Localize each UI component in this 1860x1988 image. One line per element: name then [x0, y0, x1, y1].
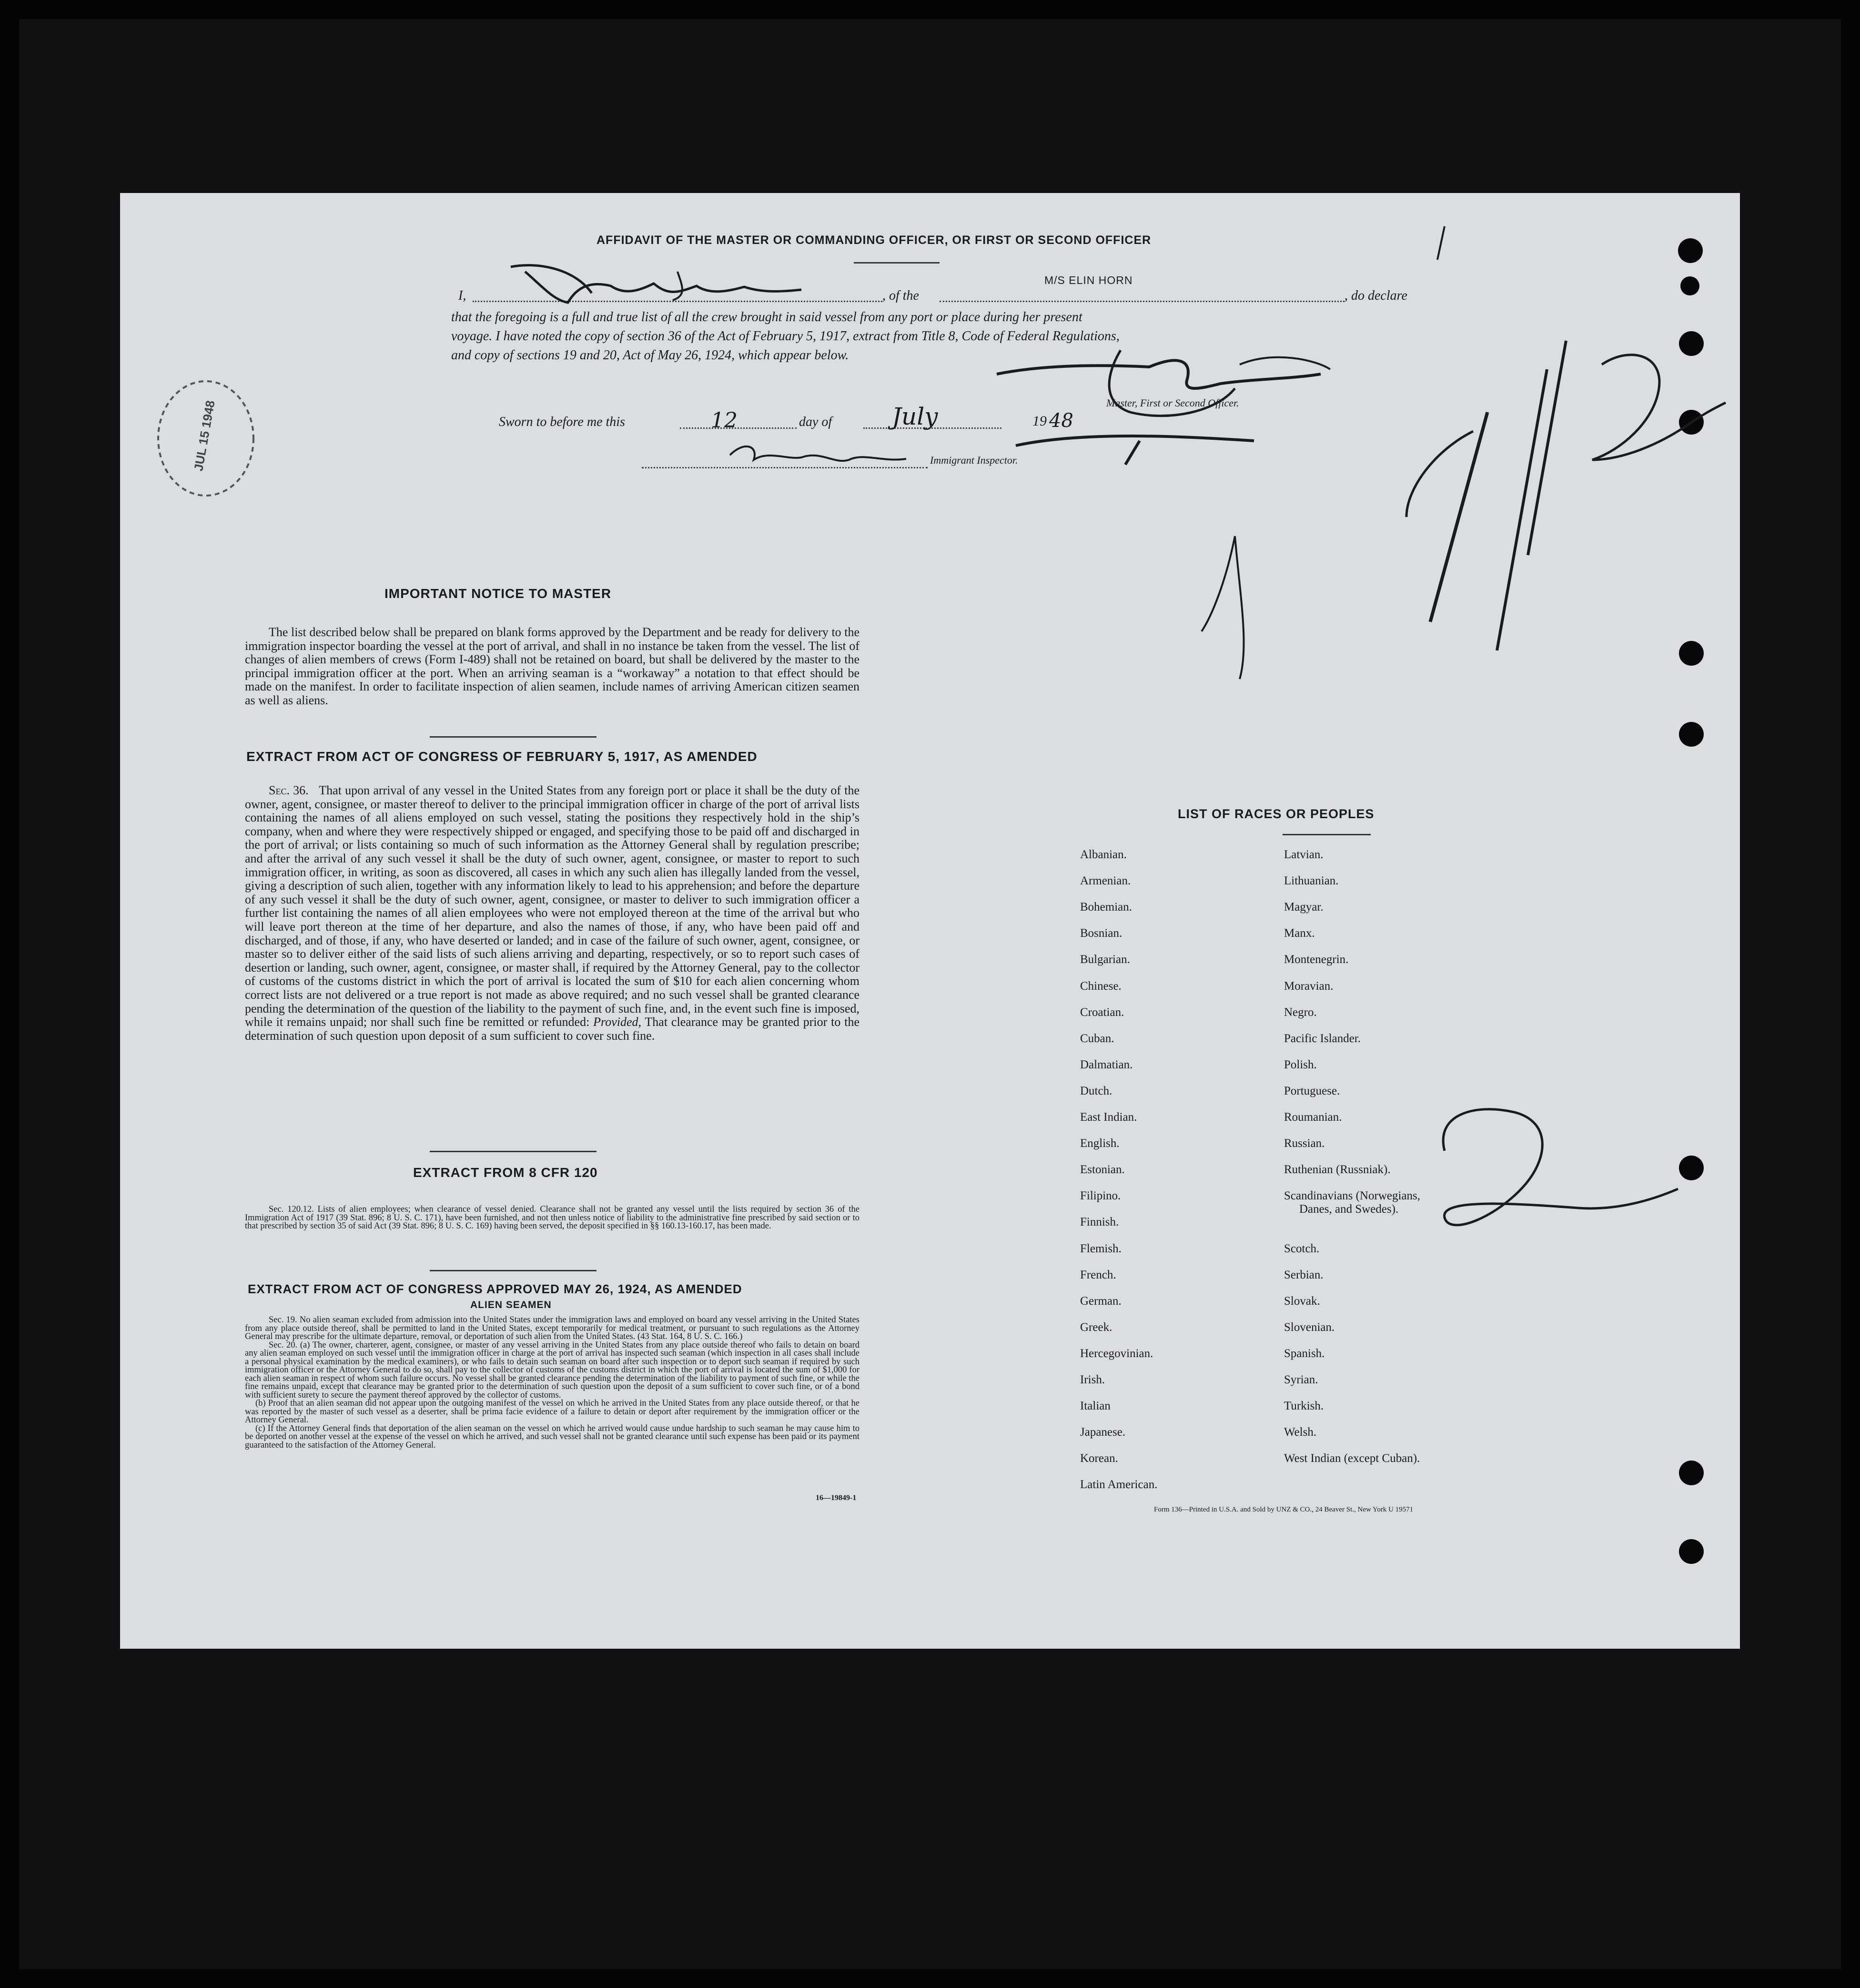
- vessel-name-line: [940, 301, 1344, 302]
- race-entry: Korean.: [1080, 1452, 1118, 1465]
- sec-36-label: Sec. 36.: [269, 783, 309, 797]
- race-entry: Greek.: [1080, 1320, 1112, 1334]
- of-the-label: , of the: [882, 288, 919, 303]
- race-entry: Armenian.: [1080, 874, 1131, 888]
- affidavit-line-3: voyage. I have noted the copy of section 36 of the Act of February 5, 1917, extract from Title 8, Code of Federal Regulations,: [451, 329, 1120, 344]
- race-entry: Latvian.: [1284, 848, 1324, 861]
- race-entry: Serbian.: [1284, 1268, 1324, 1281]
- punch-hole: [1679, 1461, 1704, 1485]
- handwritten-tick: [1183, 527, 1259, 717]
- inspector-caption: Immigrant Inspector.: [930, 454, 1018, 466]
- race-entry: West Indian (except Cuban).: [1284, 1452, 1420, 1465]
- sworn-month: July: [892, 403, 938, 430]
- punch-hole: [1678, 238, 1703, 263]
- race-entry: Russian.: [1284, 1137, 1325, 1150]
- punch-hole: [1679, 1539, 1704, 1564]
- race-entry: English.: [1080, 1137, 1120, 1150]
- handwritten-page-number-2: [1406, 1094, 1711, 1251]
- race-entry: Japanese.: [1080, 1426, 1126, 1439]
- master-caption: Master, First or Second Officer.: [1106, 397, 1239, 409]
- declarant-prefix: I,: [458, 288, 466, 303]
- sec-20a: Sec. 20. (a) The owner, charterer, agent, consignee, or master of any vessel arriving in the United States from any place outside thereof who fails to detain on board any alien seaman employed on such vessel until the immigration officer in charge at the port of arrival has inspected such seaman (which inspection in all cases shall include a personal physical examination by the medical examiners), or who fails to detain such seaman on board after such inspection or to deport such seaman if required by such immigration officer or the Attorney General to do so, shall pay to the collector of customs of the customs district in which the port of arrival is located the sum of $1,000 for each alien seaman in respect of whom such failure occurs. No vessel shall be granted clearance pending the determination of the liability to payment of such fine, or while the fine remains unpaid, except that clearance may be granted prior to the determination of such question upon the deposit of a sum sufficient to cover such fine, or of a bond with sufficient surety to secure the payment thereof approved by the collector of customs.: [245, 1340, 859, 1400]
- race-entry: Polish.: [1284, 1058, 1317, 1071]
- race-entry: Bosnian.: [1080, 927, 1122, 940]
- sworn-day-line: [680, 427, 797, 429]
- race-entry: Hercegovinian.: [1080, 1347, 1153, 1360]
- race-entry: Slovenian.: [1284, 1320, 1335, 1334]
- race-entry: Syrian.: [1284, 1373, 1318, 1386]
- race-entry: East Indian.: [1080, 1111, 1137, 1124]
- notice-body: The list described below shall be prepared on blank forms approved by the Department and be ready for delivery to the immigration inspector boarding the vessel at the port of arrival, and shall in no instance be taken from the vessel. The list of changes of alien members of crews (Form I-489) shall not be retained on board, but shall be delivered by the master to the principal immigration officer at the port. When an arriving seaman is a “workaway” a notation to that effect should be made on the manifest. In order to facilitate inspection of alien seamen, include names of arriving American citizen seamen as well as aliens.: [245, 625, 859, 707]
- declare-label: , do declare: [1344, 288, 1407, 303]
- race-entry: Latin American.: [1080, 1478, 1158, 1491]
- race-entry: Flemish.: [1080, 1242, 1122, 1255]
- divider: [1283, 834, 1371, 835]
- race-entry: Irish.: [1080, 1373, 1105, 1386]
- extract-1924-body: [245, 1316, 859, 1450]
- extract-1924-title: EXTRACT FROM ACT OF CONGRESS APPROVED MAY 26, 1924, AS AMENDED: [248, 1282, 742, 1296]
- race-entry: Roumanian.: [1284, 1111, 1342, 1124]
- sworn-prefix: Sworn to before me this: [499, 415, 625, 429]
- race-entry: Finnish.: [1080, 1216, 1119, 1229]
- race-entry: Ruthenian (Russniak).: [1284, 1163, 1391, 1177]
- punch-hole: [1679, 410, 1704, 435]
- divider: [854, 262, 940, 264]
- races-title: LIST OF RACES OR PEOPLES: [1178, 807, 1375, 821]
- day-of-label: day of: [799, 415, 832, 429]
- extract-1924-subtitle: ALIEN SEAMEN: [470, 1299, 552, 1310]
- race-entry: Scotch.: [1284, 1242, 1320, 1255]
- race-entry: Magyar.: [1284, 901, 1324, 914]
- form-printer-line: Form 136—Printed in U.S.A. and Sold by UNZ & CO., 24 Beaver St., New York U 19571: [1154, 1506, 1414, 1513]
- cfr-body: Sec. 120.12. Lists of alien employees; when clearance of vessel denied. Clearance shall not be granted any vessel until the lists required by section 36 of the Immigration Act of 1917 (39 Stat. 896; 8 U. S. C. 171), have been furnished, and not then unless notice of liability to the administrative fine prescribed by said section or to that prescribed by section 35 of said Act (39 Stat. 896; 8 U. S. C. 169) having been served, the deposit specified in §§ 160.13-160.17, has been made.: [245, 1205, 859, 1231]
- sec-19: Sec. 19. No alien seaman excluded from admission into the United States under the immigration laws and employed on board any vessel arriving in the United States from any place outside thereof, shall be permitted to land in the United States, except temporarily for medical treatment, or pursuant to such regulations as the Attorney General may prescribe for the ultimate departure, removal, or deportation of such alien from the United States. (43 Stat. 164, 8 U. S. C. 166.): [245, 1315, 859, 1341]
- inspector-signature-line: [642, 467, 928, 468]
- form-code: 16—19849-1: [816, 1494, 857, 1502]
- race-entry: Spanish.: [1284, 1347, 1325, 1360]
- affidavit-heading: AFFIDAVIT OF THE MASTER OR COMMANDING OFFICER, OR FIRST OR SECOND OFFICER: [596, 233, 1152, 247]
- race-entry: Slovak.: [1284, 1294, 1320, 1308]
- race-entry: Negro.: [1284, 1005, 1317, 1019]
- declarant-name-line: [473, 301, 882, 302]
- race-entry: Montenegrin.: [1284, 953, 1349, 966]
- race-entry: Cuban.: [1080, 1032, 1114, 1045]
- stamp-date: JUL 15 1948: [191, 399, 218, 472]
- race-entry: Lithuanian.: [1284, 874, 1339, 888]
- sec-20b: (b) Proof that an alien seaman did not appear upon the outgoing manifest of the vessel on which he arrived in the United States from any place outside thereof, or that he was reported by the master of such vessel as a deserter, shall be prima facie evidence of a failure to detain or deport after requirement by the immigration officer or the Attorney General.: [245, 1399, 859, 1425]
- punch-hole: [1679, 331, 1704, 356]
- sworn-year: 48: [1049, 410, 1073, 432]
- race-entry: Filipino.: [1080, 1189, 1121, 1203]
- handwritten-fraction-1-12: [1287, 326, 1726, 622]
- race-entry: Turkish.: [1284, 1400, 1324, 1413]
- divider: [430, 736, 596, 738]
- divider: [430, 1270, 596, 1271]
- cfr-title: EXTRACT FROM 8 CFR 120: [413, 1165, 598, 1180]
- vessel-name: M/S ELIN HORN: [1044, 274, 1133, 286]
- race-entry: French.: [1080, 1268, 1116, 1281]
- race-entry: Chinese.: [1080, 979, 1122, 993]
- year-prefix: 19: [1032, 413, 1047, 429]
- race-entry: Albanian.: [1080, 848, 1127, 861]
- race-entry: Bohemian.: [1080, 901, 1132, 914]
- document-page: [120, 193, 1740, 1649]
- race-entry: Italian: [1080, 1400, 1111, 1413]
- punch-hole: [1679, 1156, 1704, 1180]
- notice-title: IMPORTANT NOTICE TO MASTER: [384, 586, 612, 601]
- punch-hole: [1680, 276, 1699, 295]
- date-stamp: [153, 379, 263, 503]
- handwritten-mark-1: [1430, 222, 1459, 269]
- extract-1917-body: Sec. 36. That upon arrival of any vessel in the United States from any foreign port or place it shall be the duty of the owner, agent, consignee, or master thereof to deliver to the principal immigration officer in charge of the port of arrival lists containing the names of all aliens employed on such vessel, stating the positions they respectively hold in the ship’s company, when and where they were respectively shipped or engaged, and specifying those to be paid off and discharged in the port of arrival; or lists containing so much of such information as the Attorney General shall by regulation prescribe; and after the arrival of any such vessel it shall be the duty of such owner, agent, consignee, or master to report to such immigration officer, in writing, as soon as discovered, all cases in which any such alien has illegally landed from the vessel, giving a description of such alien, together with any information likely to lead to his apprehension; and before the departure of any such vessel it shall be the duty of such owner, agent, consignee, or master to deliver to such immigration officer a further list containing the names of all alien employees who were not employed thereon at the time of the arrival but who will leave port thereon at the time of her departure, and also the names of those, if any, who have been paid off and discharged, and of those, if any, who have deserted or landed; and in case of the failure of such owner, agent, consignee, or master so to deliver either of the said lists of such aliens arriving and departing, respectively, or so to report such cases of desertion or landing, such owner, agent, consignee, or master shall, if required by the Attorney General, pay to the collector of customs of the customs district in which the port of arrival is located the sum of $10 for each alien concerning whom correct lists are not delivered or a true report is not made as above required; and no such vessel shall be granted clearance pending the determination of the question of the liability to the payment of such fine, and, in the event such fine is imposed, while it remains unpaid; nor shall such fine be remitted or refunded: Provided, That clearance may be granted prior to the determination of such question upon deposit of a sum sufficient to cover such fine.: [245, 783, 860, 1043]
- race-entry: Bulgarian.: [1080, 953, 1130, 966]
- race-entry: Croatian.: [1080, 1005, 1124, 1019]
- race-entry: Welsh.: [1284, 1426, 1317, 1439]
- race-entry: Estonian.: [1080, 1163, 1125, 1177]
- punch-hole: [1679, 722, 1704, 747]
- race-entry: Manx.: [1284, 927, 1315, 940]
- sec-20c: (c) If the Attorney General finds that deportation of the alien seaman on the vessel on which he arrived would cause undue hardship to such seaman he may cause him to be deported on another vessel at the expense of the vessel on which he arrived, and such vessel shall not be granted clearance until such expense has been paid or its payment guaranteed to the satisfaction of the Attorney General.: [245, 1423, 859, 1450]
- inspector-signature: [725, 436, 925, 474]
- race-entry: Danes, and Swedes).: [1299, 1203, 1399, 1216]
- divider: [430, 1151, 596, 1152]
- race-entry: Dutch.: [1080, 1084, 1112, 1097]
- affidavit-line-4: and copy of sections 19 and 20, Act of May 26, 1924, which appear below.: [451, 348, 849, 363]
- affidavit-line-2: that the foregoing is a full and true list of all the crew brought in said vessel from any port or place during her present: [451, 310, 1082, 325]
- punch-hole: [1679, 641, 1704, 666]
- race-entry: Moravian.: [1284, 979, 1334, 993]
- race-entry: Portuguese.: [1284, 1084, 1340, 1097]
- extract-1917-title: EXTRACT FROM ACT OF CONGRESS OF FEBRUARY 5, 1917, AS AMENDED: [246, 749, 758, 764]
- race-entry: Pacific Islander.: [1284, 1032, 1361, 1045]
- declarant-signature: [496, 257, 925, 305]
- sworn-day: 12: [711, 408, 738, 433]
- race-entry: Scandinavians (Norwegians,: [1284, 1189, 1421, 1203]
- race-entry: Dalmatian.: [1080, 1058, 1133, 1071]
- race-entry: German.: [1080, 1294, 1122, 1308]
